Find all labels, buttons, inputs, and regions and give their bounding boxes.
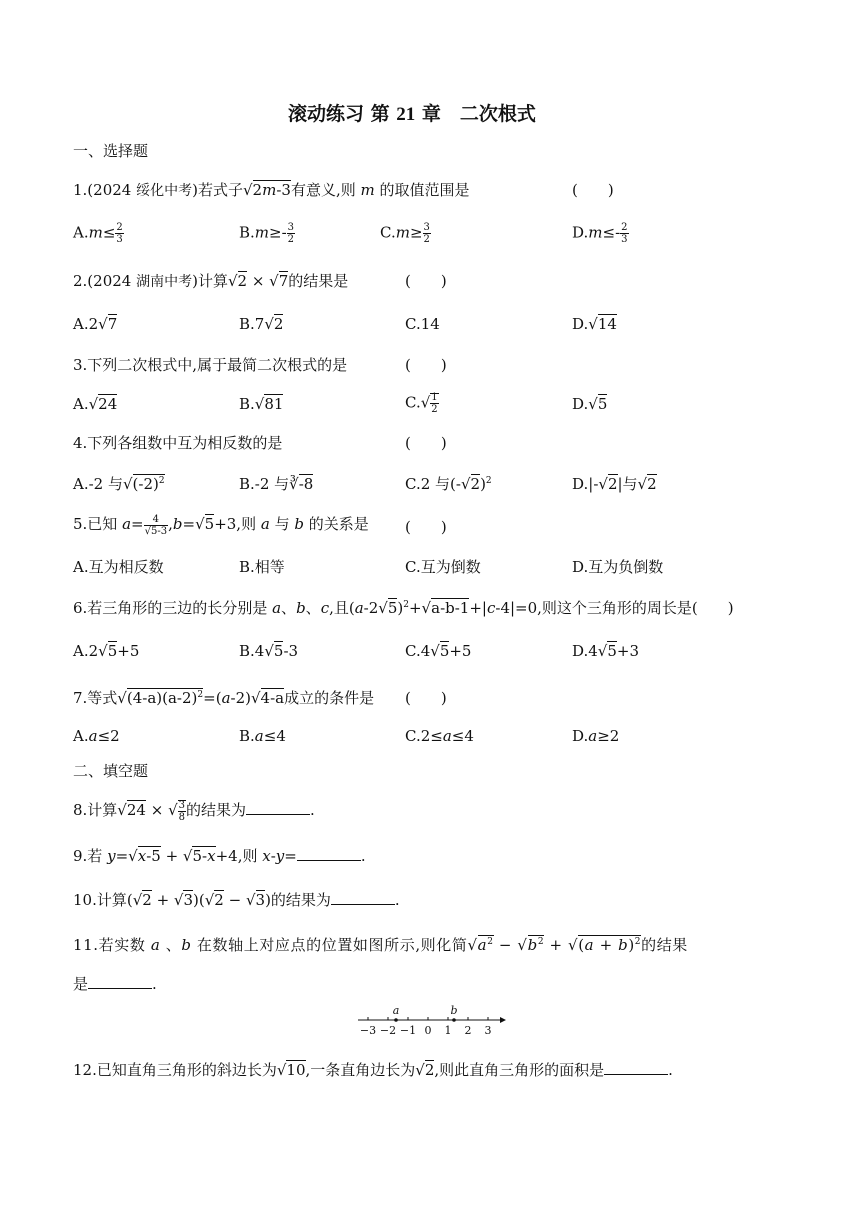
section-fill: 二、填空题	[73, 762, 149, 780]
answer-blank-10[interactable]	[331, 890, 395, 905]
point-a	[394, 1018, 398, 1022]
q3-option-b[interactable]: B.√81	[239, 395, 284, 413]
q1-option-c[interactable]: C.m≥ $\frac{3}{2}$	[380, 222, 430, 245]
q4-option-d[interactable]: D.|-√2|与√2	[572, 475, 657, 493]
question-4-paren: ( )	[405, 434, 447, 452]
q1-option-b[interactable]: B.m≥- $\frac{3}{2}$	[239, 222, 295, 245]
question-9: 9.若 y=√x-5 + √5-x+4,则 x-y= .	[73, 847, 366, 865]
q1-option-d[interactable]: D.m≤- $\frac{2}{3}$	[572, 222, 628, 245]
q7-option-a[interactable]: A.a≤2	[73, 727, 120, 745]
q3-option-d[interactable]: D.√5	[572, 395, 608, 413]
answer-blank-8[interactable]	[246, 800, 310, 815]
point-a-label: a	[392, 1004, 400, 1017]
question-11-line1: 11.若实数 a 、b 在数轴上对应点的位置如图所示,则化简$√a^2 - √b^2 + √(a + b)^2$的结果	[73, 936, 688, 954]
question-7-paren: ( )	[405, 689, 447, 707]
q5-option-c[interactable]: C.互为倒数	[405, 558, 481, 576]
question-11-line2: 是 .	[73, 975, 157, 993]
q5-option-a[interactable]: A.互为相反数	[73, 558, 164, 576]
question-1-paren: ( )	[572, 181, 614, 199]
q4-option-a[interactable]: A.-2 与$√(-2)^2$	[73, 475, 165, 493]
tick-label: −2	[379, 1024, 397, 1037]
q1-option-a[interactable]: A.m≤ $\frac{2}{3}$	[73, 222, 123, 245]
answer-blank-9[interactable]	[297, 846, 361, 861]
q2-option-d[interactable]: D.√14	[572, 315, 617, 333]
tick-label: 2	[464, 1024, 472, 1037]
tick-label: 0	[424, 1024, 432, 1037]
page-title: 滚动练习 第 21 章 二次根式	[288, 103, 536, 125]
q4-option-c[interactable]: C.2 与$(-√2)^2$	[405, 475, 492, 493]
q5-option-b[interactable]: B.相等	[239, 558, 285, 576]
question-7: 7.等式$√(4-a)(a-2)^2=(a-2)√4-a$成立的条件是	[73, 689, 375, 707]
question-4: 4.下列各组数中互为相反数的是	[73, 434, 283, 452]
question-10: 10.计算(√2 + √3)(√2 − √3)的结果为 .	[73, 891, 400, 909]
question-3: 3.下列二次根式中,属于最简二次根式的是	[73, 356, 348, 374]
question-2: 2.(2024 湖南中考)计算√2 × √7的结果是	[73, 272, 349, 290]
question-2-paren: ( )	[405, 272, 447, 290]
question-5-paren: ( )	[405, 518, 447, 536]
question-3-paren: ( )	[405, 356, 447, 374]
answer-blank-11[interactable]	[88, 974, 152, 989]
point-b	[452, 1018, 456, 1022]
q3-option-c[interactable]: C.√ $\frac{1}{2}$	[405, 392, 438, 415]
tick-label: 3	[484, 1024, 492, 1037]
number-line-figure	[356, 1004, 506, 1040]
tick-label: −3	[359, 1024, 377, 1037]
q4-option-b[interactable]: B.-2 与∛-8	[239, 475, 314, 493]
q6-option-d[interactable]: D.4√5+3	[572, 642, 640, 660]
tick-label: 1	[444, 1024, 452, 1037]
q7-option-b[interactable]: B.a≤4	[239, 727, 286, 745]
q6-option-b[interactable]: B.4√5-3	[239, 642, 299, 660]
q2-option-a[interactable]: A.2√7	[73, 315, 118, 333]
q3-option-a[interactable]: A.√24	[73, 395, 118, 413]
point-b-label: b	[450, 1004, 458, 1017]
q7-option-d[interactable]: D.a≥2	[572, 727, 620, 745]
q6-option-c[interactable]: C.4√5+5	[405, 642, 472, 660]
q5-option-d[interactable]: D.互为负倒数	[572, 558, 664, 576]
answer-blank-12[interactable]	[604, 1060, 668, 1075]
q2-option-b[interactable]: B.7√2	[239, 315, 284, 333]
question-6: 6.若三角形的三边的长分别是 a、b、c,且$(a-2√5)^2+√a-b-1+|c-4|=0$,则这个三角形的周长是( )	[73, 599, 734, 617]
q2-option-c[interactable]: C.14	[405, 315, 440, 333]
question-1: 1.(2024 绥化中考)若式子√2m-3有意义,则 m 的取值范围是	[73, 181, 470, 199]
q7-option-c[interactable]: C.2≤a≤4	[405, 727, 474, 745]
section-choice: 一、选择题	[73, 142, 149, 160]
question-5: 5.已知 a= $\frac{4}{√5-3}$ ,b=√5+3,则 a 与 b 的关系是	[73, 513, 369, 537]
question-12: 12.已知直角三角形的斜边长为√10,一条直角边长为√2,则此直角三角形的面积是 .	[73, 1061, 673, 1079]
question-8: 8.计算√24 × √ $\frac{3}{8}$ 的结果为 .	[73, 799, 315, 823]
q6-option-a[interactable]: A.2√5+5	[73, 642, 140, 660]
tick-label: −1	[399, 1024, 417, 1037]
